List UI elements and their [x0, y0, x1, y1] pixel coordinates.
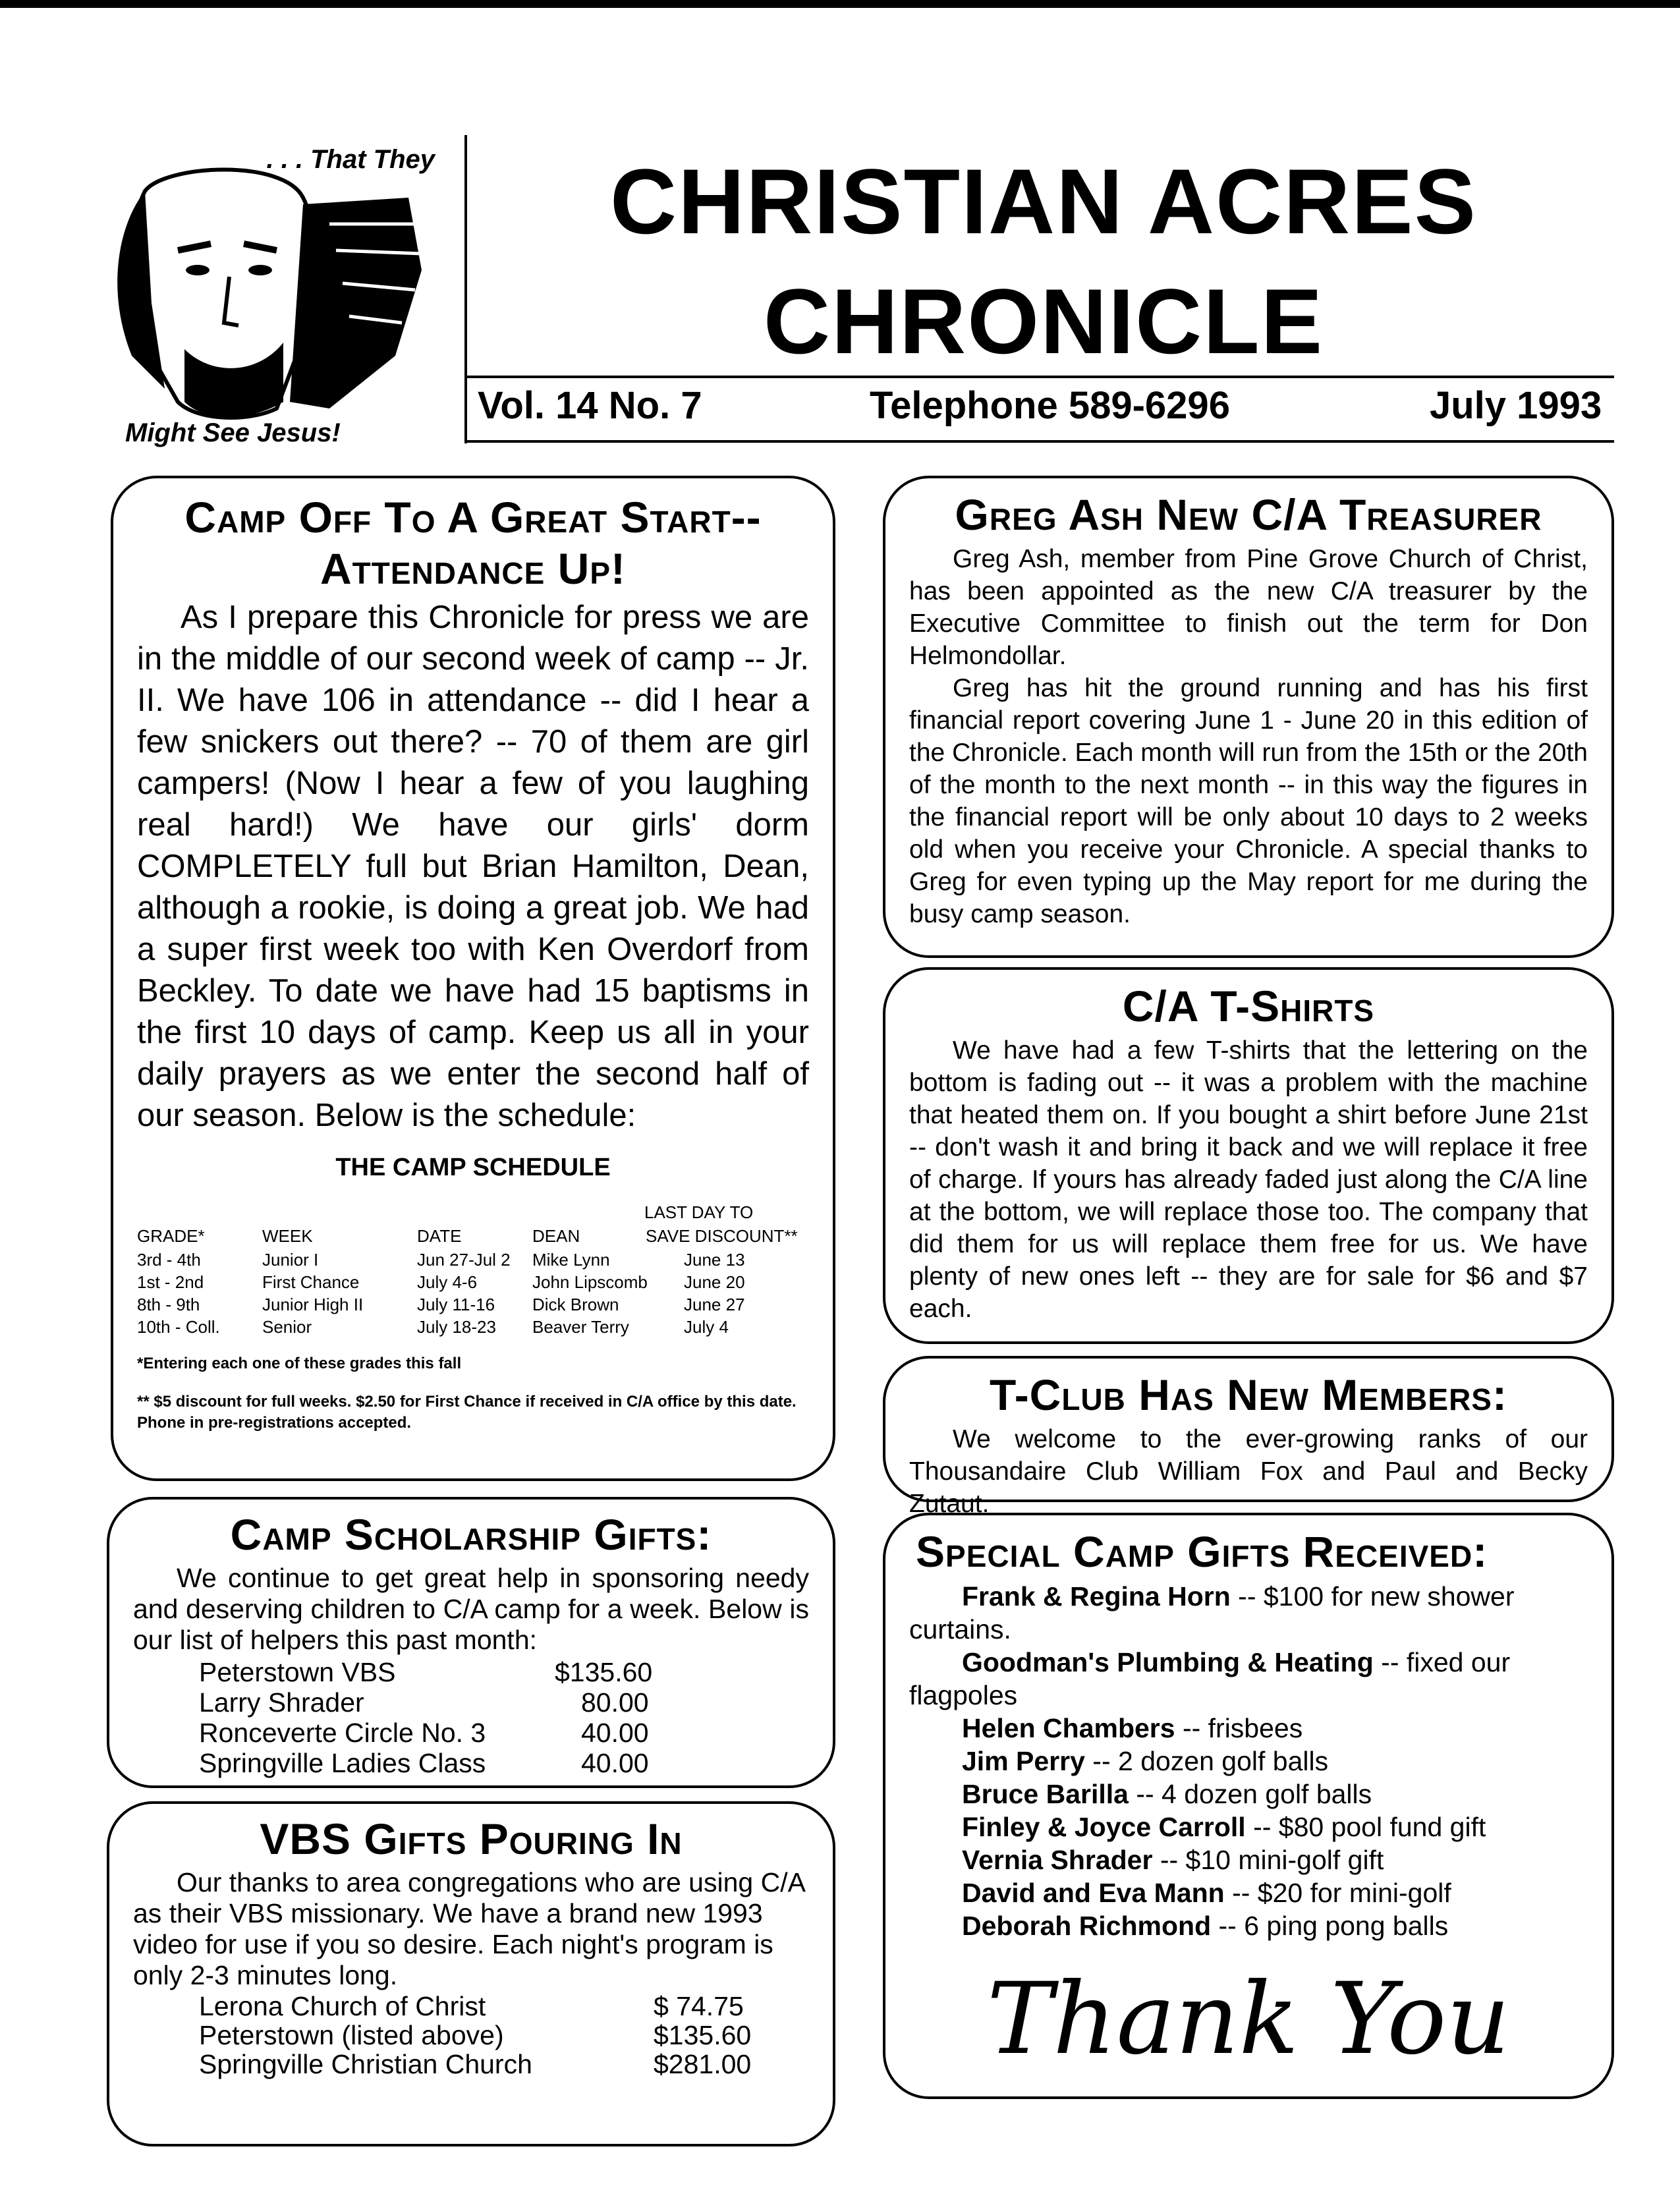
list-item [133, 1687, 809, 1718]
tshirts-article [883, 967, 1614, 1344]
treasurer-body-2: Greg has hit the ground running and has his first financial report covering June 1 - June 20 in this edition of the Chronicle. Each month will run from the 15th or the 20th of the month to the next month -- in this way the figures in the financial report will be only about 10 days to 2 weeks old when you receive your Chronicle. A special thanks to Greg for even typing up the May report for me during the busy camp season. [909, 674, 1588, 928]
schedule-header-dean: DEAN [532, 1226, 580, 1246]
schedule-cell: July 11-16 [417, 1295, 495, 1314]
list-item [909, 1810, 1588, 1843]
list-item [909, 1745, 1588, 1778]
gift-donor: Finley & Joyce Carroll [962, 1812, 1246, 1842]
scholarship-donor: Peterstown VBS [199, 1657, 396, 1687]
schedule-cell: Junior High II [262, 1295, 364, 1314]
list-item [133, 2020, 809, 2049]
list-item [133, 2049, 809, 2078]
top-rule [0, 0, 1680, 8]
gift-donor: Vernia Shrader [962, 1845, 1153, 1875]
gift-donor: David and Eva Mann [962, 1878, 1225, 1908]
gift-description: -- $100 for new shower curtains. [909, 1581, 1515, 1644]
schedule-header-grade: GRADE* [137, 1226, 205, 1246]
thank-you-script: Thank You [986, 1962, 1511, 2077]
gift-description: -- $80 pool fund gift [1245, 1812, 1486, 1842]
gift-donor: Deborah Richmond [962, 1911, 1212, 1941]
gift-description: -- $20 for mini-golf [1224, 1878, 1451, 1908]
gift-donor: Frank & Regina Horn [962, 1581, 1231, 1612]
gift-donor: Goodman's Plumbing & Heating [962, 1647, 1374, 1677]
logo-tagline-top: . . . That They [266, 145, 435, 174]
scholarship-amount: $135.60 [555, 1657, 653, 1687]
schedule-cell: 3rd - 4th [137, 1250, 201, 1270]
logo [66, 138, 435, 448]
vbs-headline: VBS Gifts Pouring In [260, 1814, 683, 1863]
schedule-cell: Mike Lynn [532, 1250, 610, 1270]
gift-donor: Helen Chambers [962, 1713, 1175, 1743]
vbs-amount: $ 74.75 [654, 1991, 744, 2021]
camp-article [111, 476, 835, 1481]
vbs-amount: $281.00 [654, 2049, 752, 2079]
schedule-cell: July 4 [684, 1317, 729, 1337]
schedule-cell: Beaver Terry [532, 1317, 629, 1337]
list-item [909, 1646, 1588, 1712]
telephone: Telephone 589-6296 [870, 384, 1230, 427]
scholarship-amount: 40.00 [581, 1748, 649, 1778]
scholarship-amount: 80.00 [581, 1687, 649, 1718]
camp-headline-line1: Camp Off To A Great Start-- [184, 493, 762, 542]
schedule-header-week: WEEK [262, 1226, 313, 1246]
logo-tagline-bottom: Might See Jesus! [125, 418, 341, 447]
schedule-cell: First Chance [262, 1272, 360, 1292]
issue-info [478, 383, 1602, 430]
special-gifts-headline: Special Camp Gifts Received: [916, 1527, 1488, 1576]
gift-donor: Bruce Barilla [962, 1779, 1129, 1809]
schedule-cell: 1st - 2nd [137, 1272, 204, 1292]
scholarship-article [107, 1497, 835, 1788]
list-item [909, 1712, 1588, 1745]
scholarship-donor: Springville Ladies Class [199, 1748, 486, 1778]
title-line-2: CHRONICLE [763, 269, 1324, 373]
list-item [133, 1657, 809, 1687]
scholarship-amount: 40.00 [581, 1718, 649, 1748]
schedule-cell: June 20 [684, 1272, 745, 1292]
vbs-donor: Lerona Church of Christ [199, 1991, 486, 2021]
schedule-cell: Senior [262, 1317, 312, 1337]
list-item [909, 1909, 1588, 1942]
gift-description: -- 2 dozen golf balls [1084, 1746, 1329, 1776]
gift-description: -- 6 ping pong balls [1211, 1911, 1449, 1941]
special-gifts-article [883, 1513, 1614, 2099]
tshirts-body: We have had a few T-shirts that the lettering on the bottom is fading out -- it was a problem with the machine that heated them on. If you bought a shirt before June 21st -- don't wash it and bring it back and we will replace it free of charge. If yours has already faded just along the C/A line at the bottom, we will replace those too. The company that did them for us will replace them free for us. We have plenty of new ones left -- they are for sale for $6 and $7 each. [909, 1036, 1588, 1323]
schedule-cell: July 18-23 [417, 1317, 496, 1337]
schedule-cell: June 27 [684, 1295, 745, 1314]
vbs-donor: Springville Christian Church [199, 2049, 532, 2079]
gift-description: -- frisbees [1175, 1713, 1303, 1743]
list-item [909, 1778, 1588, 1810]
scholarship-donor: Ronceverte Circle No. 3 [199, 1718, 486, 1748]
list-item [909, 1843, 1588, 1876]
gift-donor: Jim Perry [962, 1746, 1085, 1776]
schedule-cell: Junior I [262, 1250, 319, 1270]
scholarship-donor: Larry Shrader [199, 1687, 364, 1718]
tclub-headline: T-Club Has New Members: [990, 1370, 1507, 1419]
scholarship-body: We continue to get great help in sponsoring needy and deserving children to C/A camp for a week. Below is our list of helpers this past month: [133, 1563, 809, 1655]
camp-headline-line2: Attendance Up! [320, 544, 626, 593]
gift-description: -- 4 dozen golf balls [1128, 1779, 1372, 1809]
gift-description: -- fixed our flagpoles [909, 1647, 1511, 1710]
newsletter-title [467, 142, 1620, 381]
schedule-title: THE CAMP SCHEDULE [335, 1154, 611, 1181]
schedule-cell: June 13 [684, 1250, 745, 1270]
treasurer-headline: Greg Ash New C/A Treasurer [955, 490, 1542, 539]
treasurer-body-1: Greg Ash, member from Pine Grove Church of Christ, has been appointed as the new C/A treasurer by the Executive Committee to finish out the term for Don Helmondollar. [909, 545, 1588, 670]
list-item [133, 1718, 809, 1748]
vbs-donor: Peterstown (listed above) [199, 2020, 504, 2050]
volume-number: Vol. 14 No. 7 [478, 384, 702, 427]
schedule-header-date: DATE [417, 1226, 462, 1246]
schedule-footnote-2: ** $5 discount for full weeks. $2.50 for First Chance if received in C/A office by this date. Phone in pre-registrations accepted. [137, 1393, 797, 1432]
vbs-article [107, 1801, 835, 2146]
schedule-footnote-1: *Entering each one of these grades this fall [137, 1355, 462, 1372]
tshirts-headline: C/A T-Shirts [1122, 982, 1375, 1030]
issue-date: July 1993 [1430, 384, 1602, 427]
masthead-rule-bottom [467, 440, 1614, 443]
schedule-cell: 8th - 9th [137, 1295, 200, 1314]
list-item [909, 1876, 1588, 1909]
camp-body: As I prepare this Chronicle for press we are in the middle of our second week of camp -- Jr. II. We have 106 in attendance -- did I hear a few snickers out there? -- 70 of them are girl campers! (Now I hear a few of you laughing real hard!) We have our girls' dorm COMPLETELY full but Brian Hamilton, Dean, although a rookie, is doing a great job. We had a super first week too with Ken Overdorf from Beckley. To date we have had 15 baptisms in the first 10 days of camp. Keep us all in your daily prayers as we enter the second half of our season. Below is the schedule: [137, 600, 809, 1133]
schedule-cell: 10th - Coll. [137, 1317, 220, 1337]
scholarship-headline: Camp Scholarship Gifts: [230, 1510, 712, 1559]
vbs-amount: $135.60 [654, 2020, 752, 2050]
title-line-1: CHRISTIAN ACRES [610, 150, 1477, 253]
schedule-header-lastday-2: SAVE DISCOUNT** [646, 1226, 798, 1246]
tclub-body: We welcome to the ever-growing ranks of our Thousandaire Club William Fox and Paul and Becky Zutaut. [909, 1425, 1588, 1518]
jesus-portrait-icon [66, 138, 435, 448]
schedule-cell: July 4-6 [417, 1272, 478, 1292]
schedule-cell: Jun 27-Jul 2 [417, 1250, 511, 1270]
vbs-body: Our thanks to area congregations who are using C/A as their VBS missionary. We have a brand new 1993 video for use if you so desire. Each night's program is only 2-3 minutes long. [133, 1867, 804, 1990]
list-item [133, 1991, 809, 2020]
tclub-article [883, 1356, 1614, 1518]
masthead-rule [467, 376, 1614, 378]
list-item [909, 1580, 1588, 1646]
treasurer-article [883, 476, 1614, 958]
gift-description: -- $10 mini-golf gift [1152, 1845, 1384, 1875]
schedule-cell: John Lipscomb [532, 1272, 648, 1292]
camp-schedule-table [137, 1202, 809, 1353]
schedule-cell: Dick Brown [532, 1295, 619, 1314]
list-item [133, 1748, 809, 1778]
schedule-header-lastday-1: LAST DAY TO [644, 1202, 754, 1222]
camp-headline [137, 491, 809, 594]
